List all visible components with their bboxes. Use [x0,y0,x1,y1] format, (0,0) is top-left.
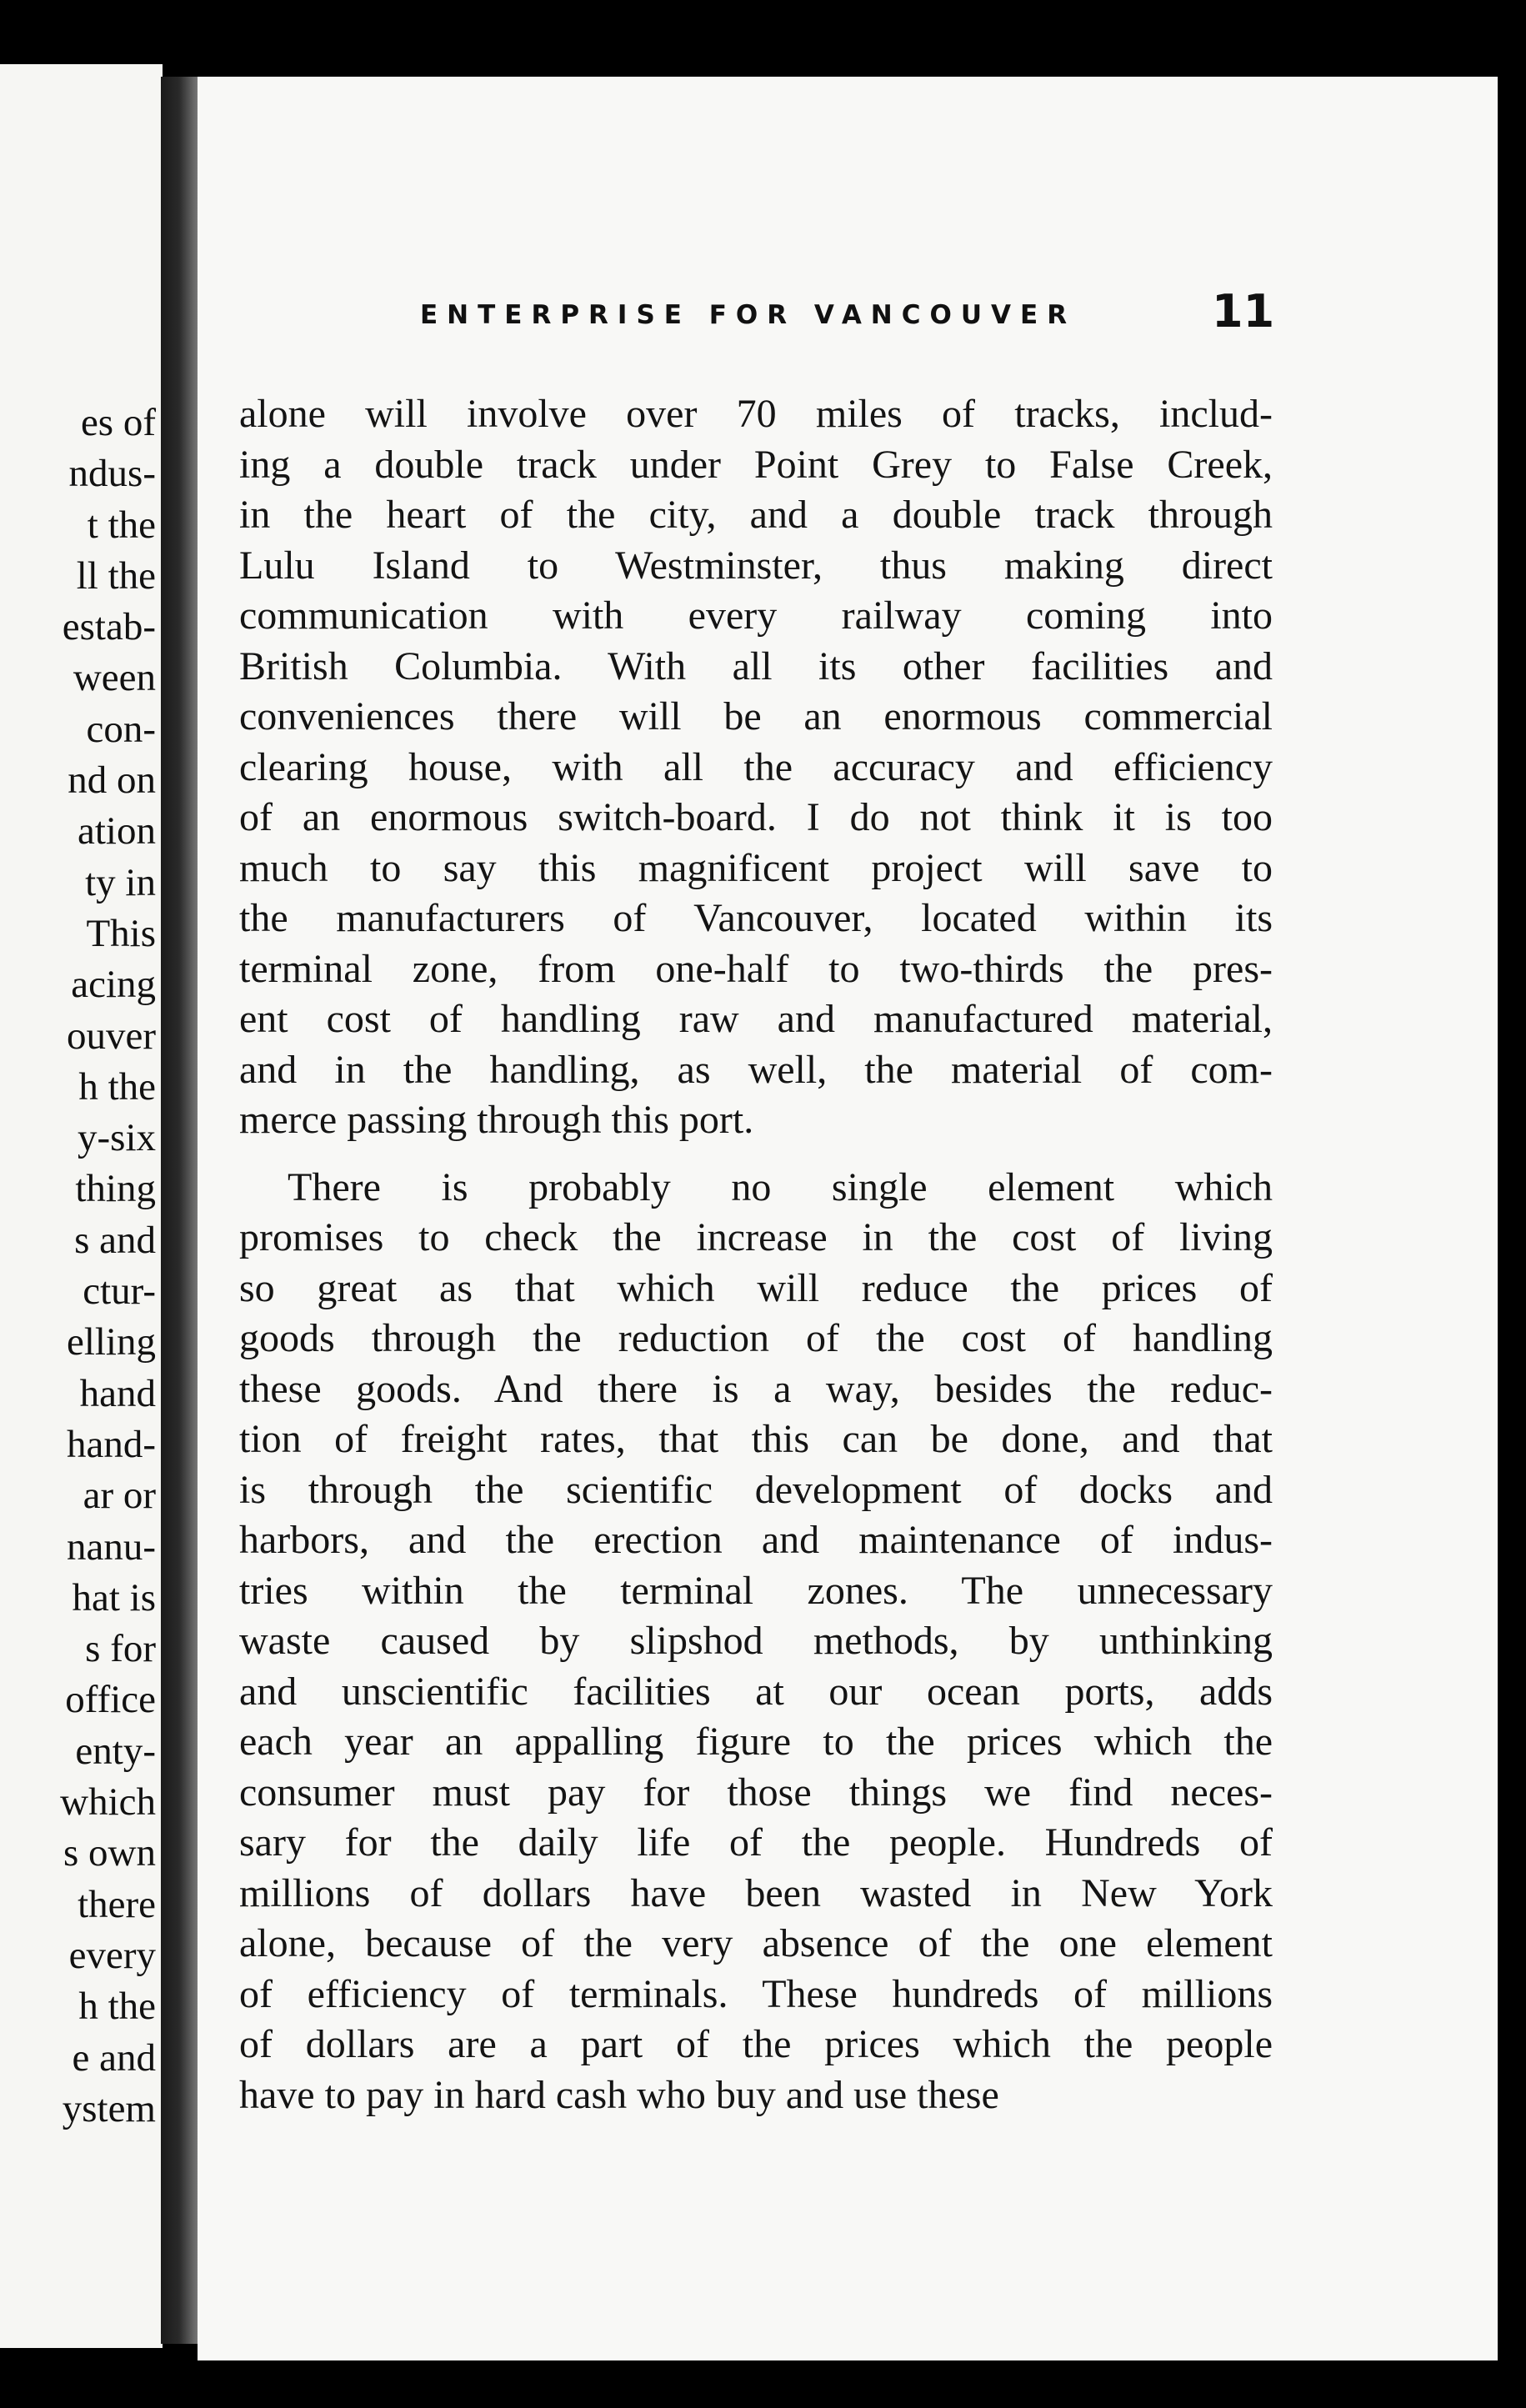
page-body [239,389,1273,2120]
text-line: of efficiency of terminals. These hundreds of millions [239,1971,1273,2016]
text-line: and unscientific facilities at our ocean ports, adds [239,1669,1273,1714]
facing-page-line: ween [73,656,156,700]
text-line: of an enormous switch-board. I do not think it is too [239,795,1273,839]
facing-page-line: This [86,911,156,955]
running-title: ENTERPRISE FOR VANCOUVER [420,300,1077,330]
page-number: 11 [1212,285,1275,338]
facing-page-line: h the [78,1064,156,1109]
text-line: ent cost of handling raw and manufactured material, [239,997,1273,1041]
main-page [198,77,1498,2360]
facing-page-line: s and [74,1218,156,1262]
text-line: of dollars are a part of the prices which the people [239,2022,1273,2066]
facing-page-line: con- [86,707,156,751]
text-line: Lulu Island to Westminster, thus making direct [239,543,1273,588]
text-line: goods through the reduction of the cost of handling [239,1316,1273,1360]
text-line: waste caused by slipshod methods, by unthinking [239,1619,1273,1663]
text-line: alone will involve over 70 miles of tracks, includ- [239,392,1273,436]
facing-page-line: ctur- [83,1269,156,1314]
facing-page-line: there [78,1882,156,1926]
text-line: these goods. And there is a way, besides the reduc- [239,1366,1273,1411]
text-line: conveniences there will be an enormous commercial [239,694,1273,738]
facing-page-line: s own [63,1831,156,1875]
text-line: tries within the terminal zones. The unnecessary [239,1568,1273,1613]
facing-page-line: hand [79,1371,156,1415]
facing-page-line: ar or [83,1474,156,1518]
text-line: and in the handling, as well, the material of com- [239,1047,1273,1092]
text-line: much to say this magnificent project will save to [239,845,1273,890]
facing-page-line: elling [66,1320,156,1364]
text-line: merce passing through this port. [239,1098,754,1142]
facing-page-line: enty- [75,1729,156,1773]
facing-page-line: s for [85,1627,156,1671]
facing-page-line: which [60,1780,156,1825]
text-line: tion of freight rates, that this can be done, and that [239,1417,1273,1461]
facing-page-line: ystem [62,2086,156,2130]
text-line: have to pay in hard cash who buy and use these [239,2072,999,2117]
text-line: promises to check the increase in the cost of living [239,1215,1273,1259]
text-line: harbors, and the erection and maintenance of indus- [239,1518,1273,1562]
facing-page-line: ll the [76,553,156,598]
facing-page-line: nanu- [66,1524,156,1569]
text-line: millions of dollars have been wasted in New York [239,1870,1273,1915]
text-line: clearing house, with all the accuracy and efficiency [239,744,1273,789]
text-line: communication with every railway coming into [239,593,1273,638]
text-line: sary for the daily life of the people. Hundreds of [239,1820,1273,1865]
book-gutter [161,77,198,2344]
text-line: terminal zone, from one-half to two-thirds the pres- [239,946,1273,991]
facing-page-line: hat is [72,1575,156,1620]
text-line: alone, because of the very absence of the one element [239,1921,1273,1965]
text-line: British Columbia. With all its other facilities and [239,643,1273,688]
facing-page-line: nd on [68,758,156,803]
paragraph [239,389,1273,1146]
facing-page-line: estab- [62,605,156,649]
facing-page-line: h the [78,1985,156,2029]
facing-page-line: ty in [85,860,156,904]
text-line: is through the scientific development of docks and [239,1467,1273,1512]
text-line: ing a double track under Point Grey to False Creek, [239,442,1273,487]
text-line: each year an appalling figure to the prices which the [239,1720,1273,1764]
facing-page-line: thing [75,1167,156,1211]
facing-page-line: hand- [66,1422,156,1466]
facing-page-line: every [68,1933,156,1977]
facing-page-line: ation [78,809,156,854]
facing-page-line: t the [87,503,156,547]
text-line: consumer must pay for those things we find neces- [239,1770,1273,1815]
facing-page-line: ouver [66,1014,156,1058]
facing-page-line: office [65,1678,156,1722]
facing-page [0,64,163,2348]
text-line: so great as that which will reduce the prices of [239,1265,1273,1310]
facing-page-line: y-six [78,1116,156,1160]
text-line: There is probably no single element which [288,1164,1273,1209]
facing-page-text [60,398,156,2135]
facing-page-line: es of [80,401,156,444]
facing-page-line: e and [72,2035,156,2080]
text-line: in the heart of the city, and a double track through [239,493,1273,537]
facing-page-line: ndus- [68,452,156,496]
paragraph [239,1163,1273,2121]
facing-page-line: acing [71,963,156,1007]
text-line: the manufacturers of Vancouver, located within its [239,896,1273,940]
